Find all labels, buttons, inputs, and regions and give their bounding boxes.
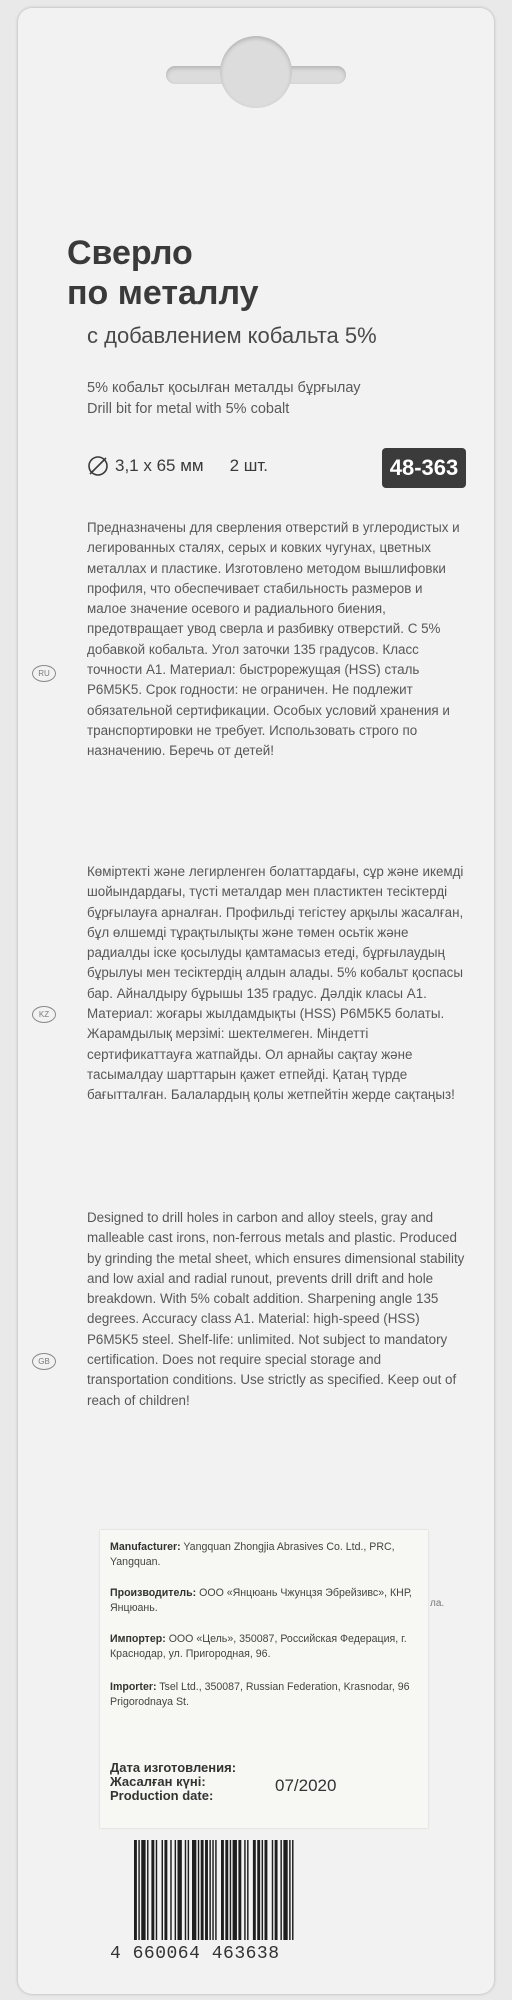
quantity: 2 шт. [229, 456, 269, 475]
barcode-bar [138, 1840, 139, 1940]
production-date-labels [110, 1761, 236, 1803]
barcode-digits: 4 660064 463638 [110, 1944, 280, 1964]
manufacturer-label: Manufacturer: [110, 1541, 181, 1553]
description-en [87, 1208, 465, 1411]
barcode [130, 1840, 352, 1942]
lang-gb-icon: GB [32, 1353, 56, 1370]
production-date-value: 07/2020 [275, 1776, 337, 1795]
barcode-bar [212, 1840, 213, 1940]
title-line-2: по металлу [67, 274, 259, 312]
date-label-kz: Жасалған күні: [110, 1774, 206, 1789]
barcode-bar [175, 1840, 176, 1940]
importer-ru-label: Импортер: [110, 1633, 166, 1645]
barcode-bar [209, 1840, 210, 1940]
barcode-bar [147, 1840, 148, 1940]
description-kz-text: Көміртекті және легирленген болаттардағы, сұр және икемді шойындардағы, түсті металдар мен пластиктен тесіктерді бұрғылауға арналған. Профильді тегістеу арқылы жасалған, бұл өлшемді тұрақтылықты және төмен осьтік және радиалды іске қосылуды қамтамасыз етеді, бұрғылаудың бұрылуы мен тесіктердің алдын алады. 5% кобальт қоспасы бар. Айналдыру бұрышы 135 градус. Дәлдік класы A1. Материал: жоғары жылдамдықты (HSS) P6M5K5 болаты. Жарамдылық мерзімі: шектелмеген. Міндетті сертификаттауға жатпайды. Ол арнайы сақтау және тасымалдау шарттарын қажет етпейді. Қатаң түрде бағытталған. Балалардың қолы жетпейтін жерде сақтаңыз! [87, 864, 464, 1103]
producer-label: Производитель: [110, 1587, 197, 1599]
barcode-bar [205, 1840, 208, 1940]
article-badge: 48-363 [382, 448, 466, 488]
sticker-edge-text: ла. [430, 1598, 445, 1609]
barcode-bar [244, 1840, 245, 1940]
barcode-bar [289, 1840, 290, 1940]
lang-kz-icon: KZ [32, 1006, 56, 1023]
barcode-bar [188, 1840, 189, 1940]
product-title [67, 233, 259, 313]
barcode-bar [253, 1840, 256, 1940]
barcode-bar [134, 1840, 137, 1940]
hang-hole [220, 36, 292, 108]
barcode-bar [156, 1840, 157, 1940]
barcode-bar [292, 1840, 293, 1940]
barcode-bar [221, 1840, 224, 1940]
barcode-bar [162, 1840, 163, 1940]
diameter-icon [87, 455, 109, 477]
producer-value: ООО «Янцюань Чжунцзя Эбрейзивс», КНР, Янцюань. [110, 1587, 412, 1614]
title-line-1: Сверло [67, 234, 193, 272]
title-en: Drill bit for metal with 5% cobalt [87, 401, 290, 417]
description-kz [87, 862, 465, 1106]
importer-en-value: Tsel Ltd., 350087, Russian Federation, Krasnodar, 96 Prigorodnaya St. [110, 1681, 410, 1708]
barcode-bar [257, 1840, 260, 1940]
alt-titles [87, 378, 360, 420]
barcode-bar [170, 1840, 171, 1940]
importer-en-label: Importer: [110, 1681, 157, 1693]
barcode-bar [178, 1840, 182, 1940]
barcode-bar [247, 1840, 248, 1940]
barcode-bar [215, 1840, 216, 1940]
barcode-bar [238, 1840, 241, 1940]
barcode-bar [198, 1840, 199, 1940]
barcode-bar [201, 1840, 204, 1940]
date-label-ru: Дата изготовления: [110, 1760, 237, 1775]
date-label-en: Production date: [110, 1788, 214, 1803]
info-sticker [100, 1530, 428, 1828]
barcode-bar [164, 1840, 167, 1940]
title-kz: 5% кобальт қосылған металды бұрғылау [87, 380, 361, 396]
importer-ru-value: ООО «Цель», 350087, Российская Федерация, г. Краснодар, ул. Пригородная, 96. [110, 1633, 407, 1660]
spec-row [87, 455, 268, 477]
barcode-bar [283, 1840, 287, 1940]
producer-entry [110, 1586, 415, 1616]
barcode-bar [233, 1840, 237, 1940]
description-en-text: Designed to drill holes in carbon and alloy steels, gray and malleable cast irons, non-ferrous metals and plastic. Produced by grinding the metal sheet, which ensures dimensional stability and low axial and radial runout, prevents drill drift and hole breakdown. With 5% cobalt addition. Sharpening angle 135 degrees. Accuracy class A1. Material: high-speed (HSS) P6M5K5 steel. Shelf-life: unlimited. Not subject to mandatory certification. Does not require special storage and transportation conditions. Use strictly as specified. Keep out of reach of children! [87, 1210, 465, 1408]
barcode-bar [185, 1840, 186, 1940]
barcode-bar [192, 1840, 196, 1940]
product-subtitle: с добавлением кобальта 5% [87, 323, 377, 348]
barcode-bar [280, 1840, 281, 1940]
manufacturer-entry [110, 1540, 415, 1570]
barcode-bar [230, 1840, 231, 1940]
description-ru [87, 518, 465, 762]
barcode-bar [265, 1840, 268, 1940]
description-ru-text: Предназначены для сверления отверстий в углеродистых и легированных сталях, серых и ковких чугунах, цветных металлах и пластике. Изготовлено методом вышлифовки профиля, что обеспечивает стабильность размеров и малое значение осевого и радиального биения, предотвращает увод сверла и разбивку отверстий. С 5% добавкой кобальта. Угол заточки 135 градусов. Класс точности A1. Материал: быстрорежущая (HSS) сталь P6M5K5. Срок годности: не ограничен. Не подлежит обязательной сертификации. Особых условий хранения и транспортировки не требует. Использовать строго по назначению. Беречь от детей! [87, 520, 460, 759]
barcode-bar [225, 1840, 228, 1940]
barcode-bar [151, 1840, 154, 1940]
manufacturer-value: Yangquan Zhongjia Abrasives Co. Ltd., PRC, Yangquan. [110, 1541, 395, 1568]
barcode-bar [141, 1840, 145, 1940]
barcode-bar [275, 1840, 278, 1940]
barcode-bar [272, 1840, 273, 1940]
barcode-bar [262, 1840, 263, 1940]
importer-ru-entry [110, 1632, 415, 1662]
lang-ru-icon: RU [32, 665, 56, 682]
drill-size: 3,1 х 65 мм [115, 456, 204, 475]
importer-en-entry [110, 1680, 415, 1710]
